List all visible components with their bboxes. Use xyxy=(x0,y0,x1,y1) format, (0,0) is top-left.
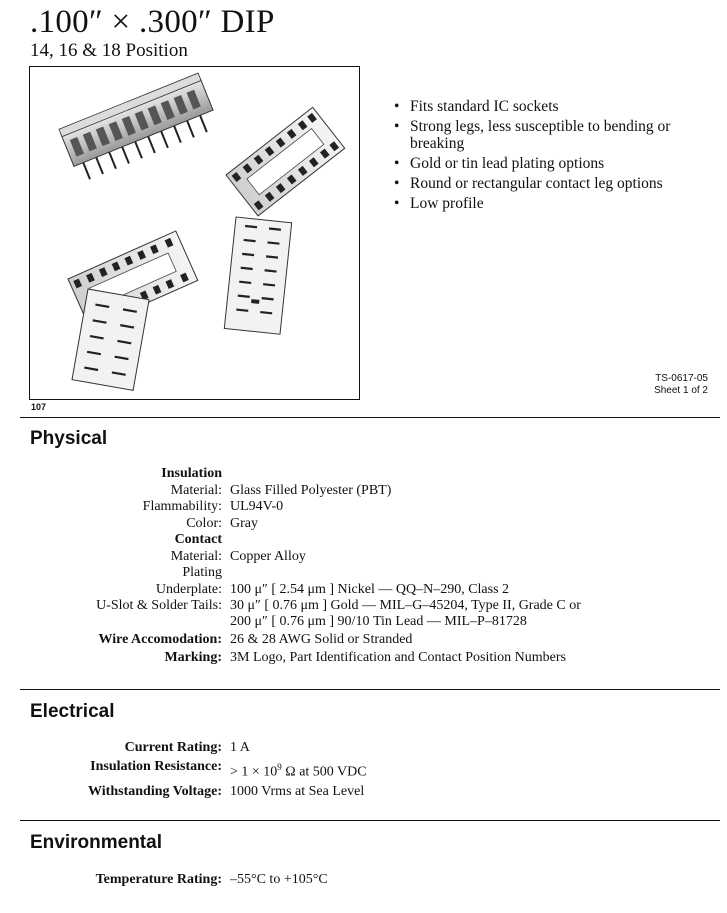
feature-item: • Fits standard IC sockets xyxy=(394,98,694,115)
spec-value: 200 μ″ [ 0.76 μm ] 90/10 Tin Lead — MIL–P–81728 xyxy=(230,614,527,629)
page-title: .100″ × .300″ DIP xyxy=(30,4,275,40)
drawing-identifier xyxy=(654,373,708,397)
figure-number: 107 xyxy=(31,402,47,412)
spec-label: Temperature Rating: xyxy=(95,872,222,887)
spec-value: > $1 \times 10^9$ Ω at 500 VDC xyxy=(230,762,367,780)
spec-label: Material: xyxy=(170,482,222,498)
section-heading-physical: Physical xyxy=(30,428,108,449)
spec-value: 1000 Vrms at Sea Level xyxy=(230,783,365,799)
spec-label: Withstanding Voltage: xyxy=(88,783,222,799)
spec-label: Contact xyxy=(174,532,222,547)
section-divider xyxy=(20,689,720,690)
section-heading-electrical: Electrical xyxy=(30,701,115,722)
feature-list xyxy=(394,98,694,215)
spec-label: Marking: xyxy=(164,650,222,665)
page-subtitle: 14, 16 & 18 Position xyxy=(30,40,188,61)
electrical-spec-table xyxy=(0,740,727,800)
spec-label: Insulation xyxy=(161,466,222,481)
spec-label: Plating xyxy=(182,565,222,580)
drawing-number: TS-0617-05 xyxy=(655,373,708,384)
feature-item: • Round or rectangular contact leg options xyxy=(394,175,694,192)
spec-label: Color: xyxy=(186,515,222,531)
environmental-spec-table xyxy=(0,872,727,888)
socket-angled-view xyxy=(226,107,345,216)
spec-value: 1 A xyxy=(230,740,250,755)
spec-value: Gray xyxy=(230,515,258,531)
spec-label: Material: xyxy=(170,548,222,564)
spec-label: Current Rating: xyxy=(124,740,222,755)
spec-value: Copper Alloy xyxy=(230,548,306,564)
spec-value: 30 μ″ [ 0.76 μm ] Gold — MIL–G–45204, Type II, Grade C or xyxy=(230,598,581,613)
feature-item: • Strong legs, less susceptible to bending or breaking xyxy=(394,118,674,152)
socket-side-view xyxy=(59,73,220,183)
spec-label: Underplate: xyxy=(155,581,222,597)
feature-item: • Gold or tin lead plating options xyxy=(394,155,694,172)
dip-sockets-illustration xyxy=(30,67,358,398)
section-heading-environmental: Environmental xyxy=(30,832,162,853)
spec-value: 100 μ″ [ 2.54 μm ] Nickel — QQ–N–290, Class 2 xyxy=(230,581,510,597)
section-divider xyxy=(20,417,720,418)
spec-value: 26 & 28 AWG Solid or Stranded xyxy=(230,632,413,647)
spec-label: Flammability: xyxy=(142,499,222,514)
spec-value: –55°C to +105°C xyxy=(230,872,328,887)
product-photo xyxy=(29,66,360,400)
spec-value: UL94V-0 xyxy=(230,499,284,514)
spec-label: Wire Accomodation: xyxy=(98,632,222,647)
spec-value: Glass Filled Polyester (PBT) xyxy=(230,482,392,498)
spec-value: 3M Logo, Part Identification and Contact Position Numbers xyxy=(230,650,566,665)
section-divider xyxy=(20,820,720,821)
spec-label: Insulation Resistance: xyxy=(90,759,222,774)
sheet-number: Sheet 1 of 2 xyxy=(654,385,708,396)
physical-spec-table xyxy=(0,466,727,666)
feature-item: • Low profile xyxy=(394,195,694,212)
socket-underside-view xyxy=(224,217,291,334)
spec-label: U-Slot & Solder Tails: xyxy=(96,598,222,613)
